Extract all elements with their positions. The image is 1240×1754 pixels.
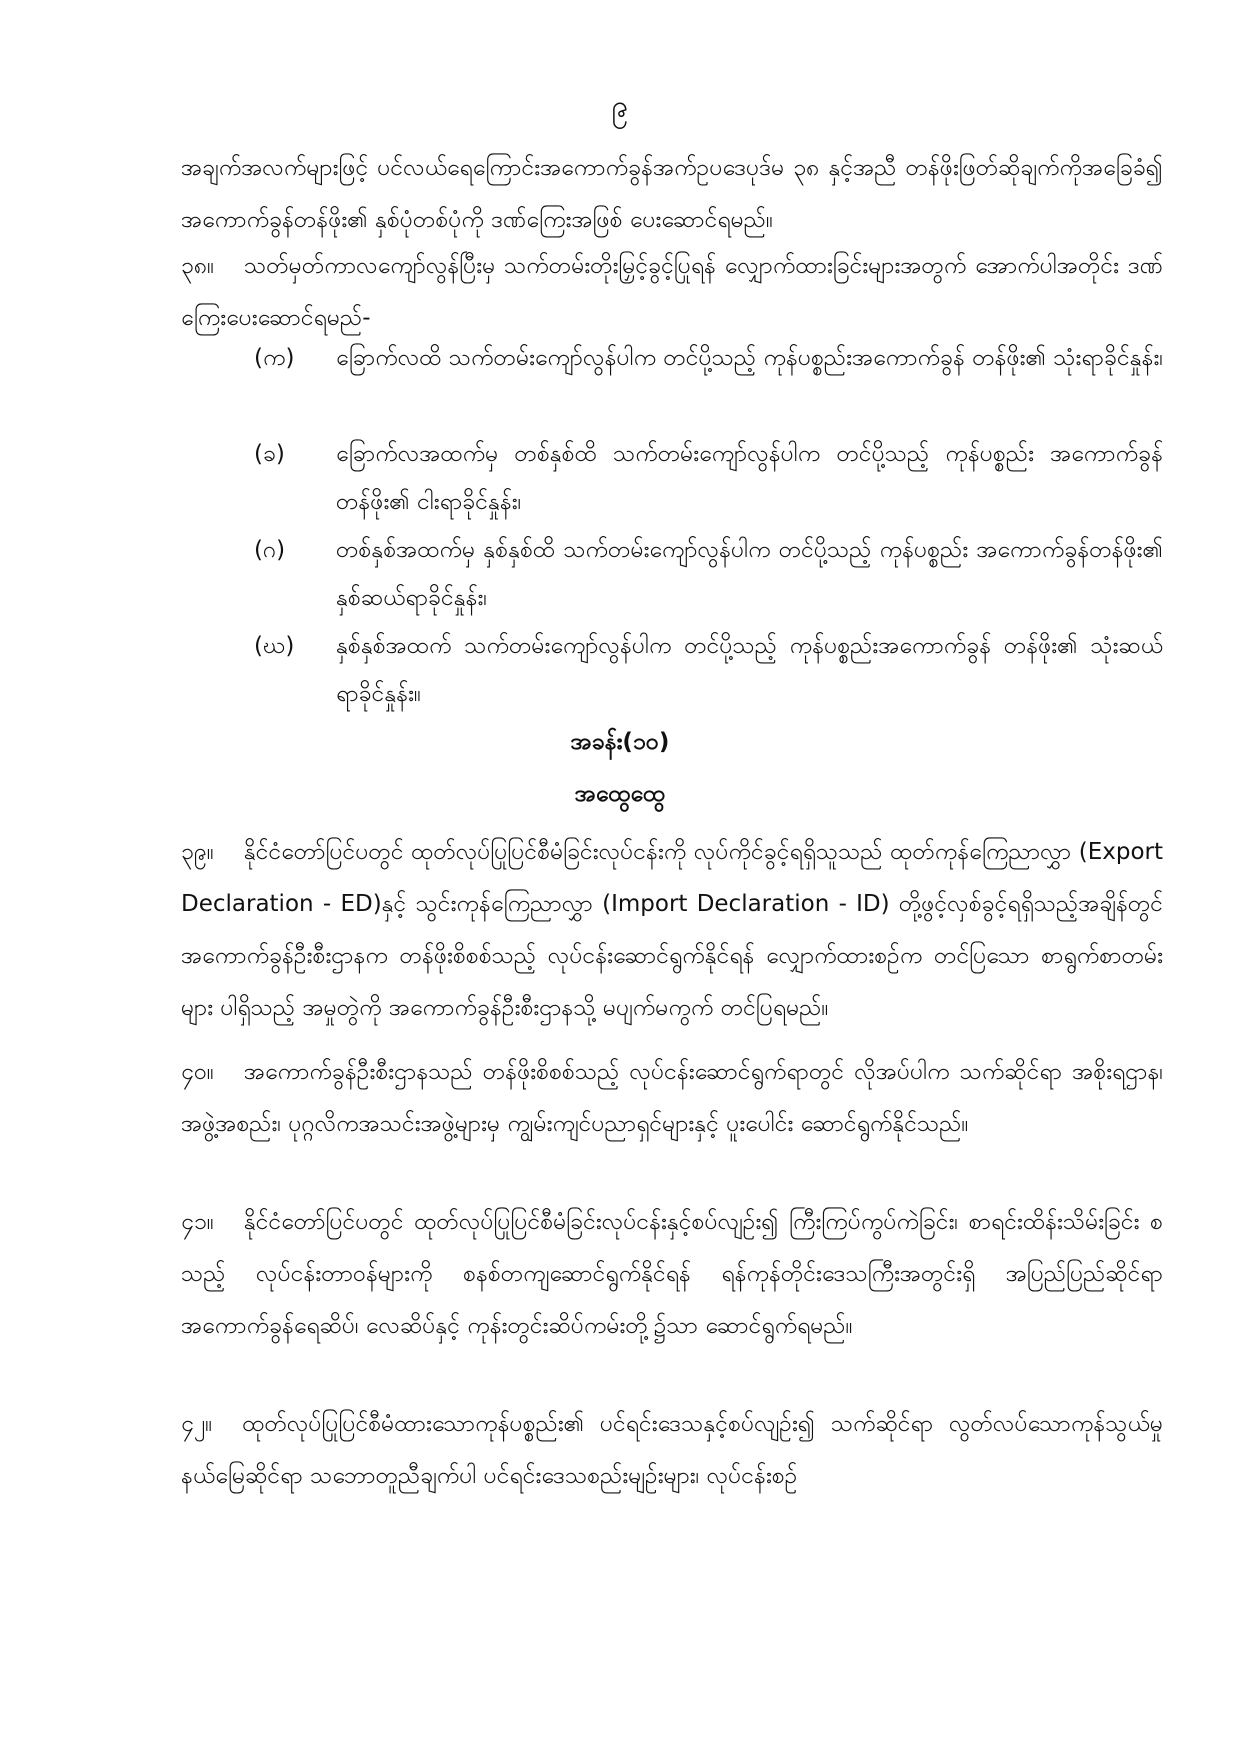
section-40 (181, 1046, 1163, 1150)
section-number: ၄၁။ (181, 1209, 214, 1235)
section-text: သတ်မှတ်ကာလကျော်လွန်ပြီးမှ သက်တမ်းတိုးမြှင့်ခွင့်ပြုရန် လျှောက်ထားခြင်းများအတွက် အောက်ပါအတိုင်း ဒဏ်ကြေးပေးဆောင်ရမည်- (181, 253, 1163, 331)
page-number: ၉ (611, 89, 629, 124)
paragraph-continuation: အချက်အလက်များဖြင့် ပင်လယ်ရေကြောင်းအကောက်ခွန်အက်ဥပဒေပုဒ်မ ၃၈ နှင့်အညီ တန်ဖိုးဖြတ်ဆိုချက်ကိုအခြေခံ၍ အကောက်ခွန်တန်ဖိုး၏ နှစ်ပုံတစ်ပုံကို ဒဏ်ကြေးအဖြစ် ပေးဆောင်ရမည်။ (181, 155, 1163, 233)
section-text: နိုင်ငံတော်ပြင်ပတွင် ထုတ်လုပ်ပြုပြင်စီမံခြင်းလုပ်ငန်းကို လုပ်ကိုင်ခွင့်ရရှိသူသည် ထုတ်ကုန်ကြေညာလွှာ (Export Declaration - ED)နှင့် သွင်းကုန်ကြေညာလွှာ (Import Declaration - ID) တို့ဖွင့်လှစ်ခွင့်ရရှိသည့်အချိန်တွင် အကောက်ခွန်ဦးစီးဌာနက တန်ဖိုးစိစစ်သည့် လုပ်ငန်းဆောင်ရွက်နိုင်ရန် လျှောက်ထားစဉ်က တင်ပြသော စာရွက်စာတမ်းများ ပါရှိသည့် အမှုတွဲကို အကောက်ခွန်ဦးစီးဌာနသို့ မပျက်မကွက် တင်ပြရမည်။ (181, 839, 1163, 1021)
list-item-label: (ခ) (254, 441, 285, 467)
list-item-text: တစ်နှစ်အထက်မှ နှစ်နှစ်ထိ သက်တမ်းကျော်လွန်ပါက တင်ပို့သည့် ကုန်ပစ္စည်း အကောက်ခွန်တန်ဖိုး၏ နှစ်ဆယ်ရာခိုင်နှုန်း၊ (336, 537, 1163, 611)
list-item-text: နှစ်နှစ်အထက် သက်တမ်းကျော်လွန်ပါက တင်ပို့သည့် ကုန်ပစ္စည်းအကောက်ခွန် တန်ဖိုး၏ သုံးဆယ်ရာခိုင်နှုန်း။ (336, 633, 1163, 707)
chapter-subtitle: အထွေထွေ (574, 781, 666, 807)
list-item-label: (ဂ) (254, 537, 286, 563)
section-text: ထုတ်လုပ်ပြုပြင်စီမံထားသောကုန်ပစ္စည်း၏ ပင်ရင်းဒေသနှင့်စပ်လျဉ်း၍ သက်ဆိုင်ရာ လွတ်လပ်သောကုန်သွယ်မှုနယ်မြေဆိုင်ရာ သဘောတူညီချက်ပါ ပင်ရင်းဒေသစည်းမျဉ်းများ၊ လုပ်ငန်းစဉ် (181, 1411, 1163, 1489)
section-number: ၃၈။ (181, 253, 215, 279)
section-41 (181, 1196, 1163, 1352)
section-text: အကောက်ခွန်ဦးစီးဌာနသည် တန်ဖိုးစိစစ်သည့် လုပ်ငန်းဆောင်ရွက်ရာတွင် လိုအပ်ပါက သက်ဆိုင်ရာ အစိုးရဌာန၊ အဖွဲ့အစည်း၊ ပုဂ္ဂလိကအသင်းအဖွဲ့များမှ ကျွမ်းကျင်ပညာရှင်များနှင့် ပူးပေါင်း ဆောင်ရွက်နိုင်သည်။ (181, 1059, 1163, 1137)
section-number: ၄၂။ (181, 1411, 213, 1437)
section-text: နိုင်ငံတော်ပြင်ပတွင် ထုတ်လုပ်ပြုပြင်စီမံခြင်းလုပ်ငန်းနှင့်စပ်လျဉ်း၍ ကြီးကြပ်ကွပ်ကဲခြင်း၊ စာရင်းထိန်းသိမ်းခြင်း စသည့် လုပ်ငန်းတာဝန်များကို စနစ်တကျဆောင်ရွက်နိုင်ရန် ရန်ကုန်တိုင်းဒေသကြီးအတွင်းရှိ အပြည်ပြည်ဆိုင်ရာ အကောက်ခွန်ရေဆိပ်၊ လေဆိပ်နှင့် ကုန်းတွင်းဆိပ်ကမ်းတို့၌သာ ဆောင်ရွက်ရမည်။ (181, 1209, 1163, 1339)
list-item-text: ခြောက်လအထက်မှ တစ်နှစ်ထိ သက်တမ်းကျော်လွန်ပါက တင်ပို့သည့် ကုန်ပစ္စည်း အကောက်ခွန်တန်ဖိုး၏ ငါးရာခိုင်နှုန်း၊ (336, 441, 1163, 515)
section-number: ၃၉။ (181, 839, 214, 865)
chapter-title: အခန်း(၁၀) (570, 729, 670, 755)
section-42 (181, 1398, 1163, 1502)
list-item-label: (ဃ) (254, 633, 295, 659)
section-38 (181, 240, 1163, 344)
section-39 (181, 826, 1163, 1034)
list-item-text: ခြောက်လထိ သက်တမ်းကျော်လွန်ပါက တင်ပို့သည့် ကုန်ပစ္စည်းအကောက်ခွန် တန်ဖိုး၏ သုံးရာခိုင်နှုန်း၊ (336, 345, 1163, 371)
list-item-label: (က) (254, 345, 295, 371)
section-number: ၄၀။ (181, 1059, 214, 1085)
